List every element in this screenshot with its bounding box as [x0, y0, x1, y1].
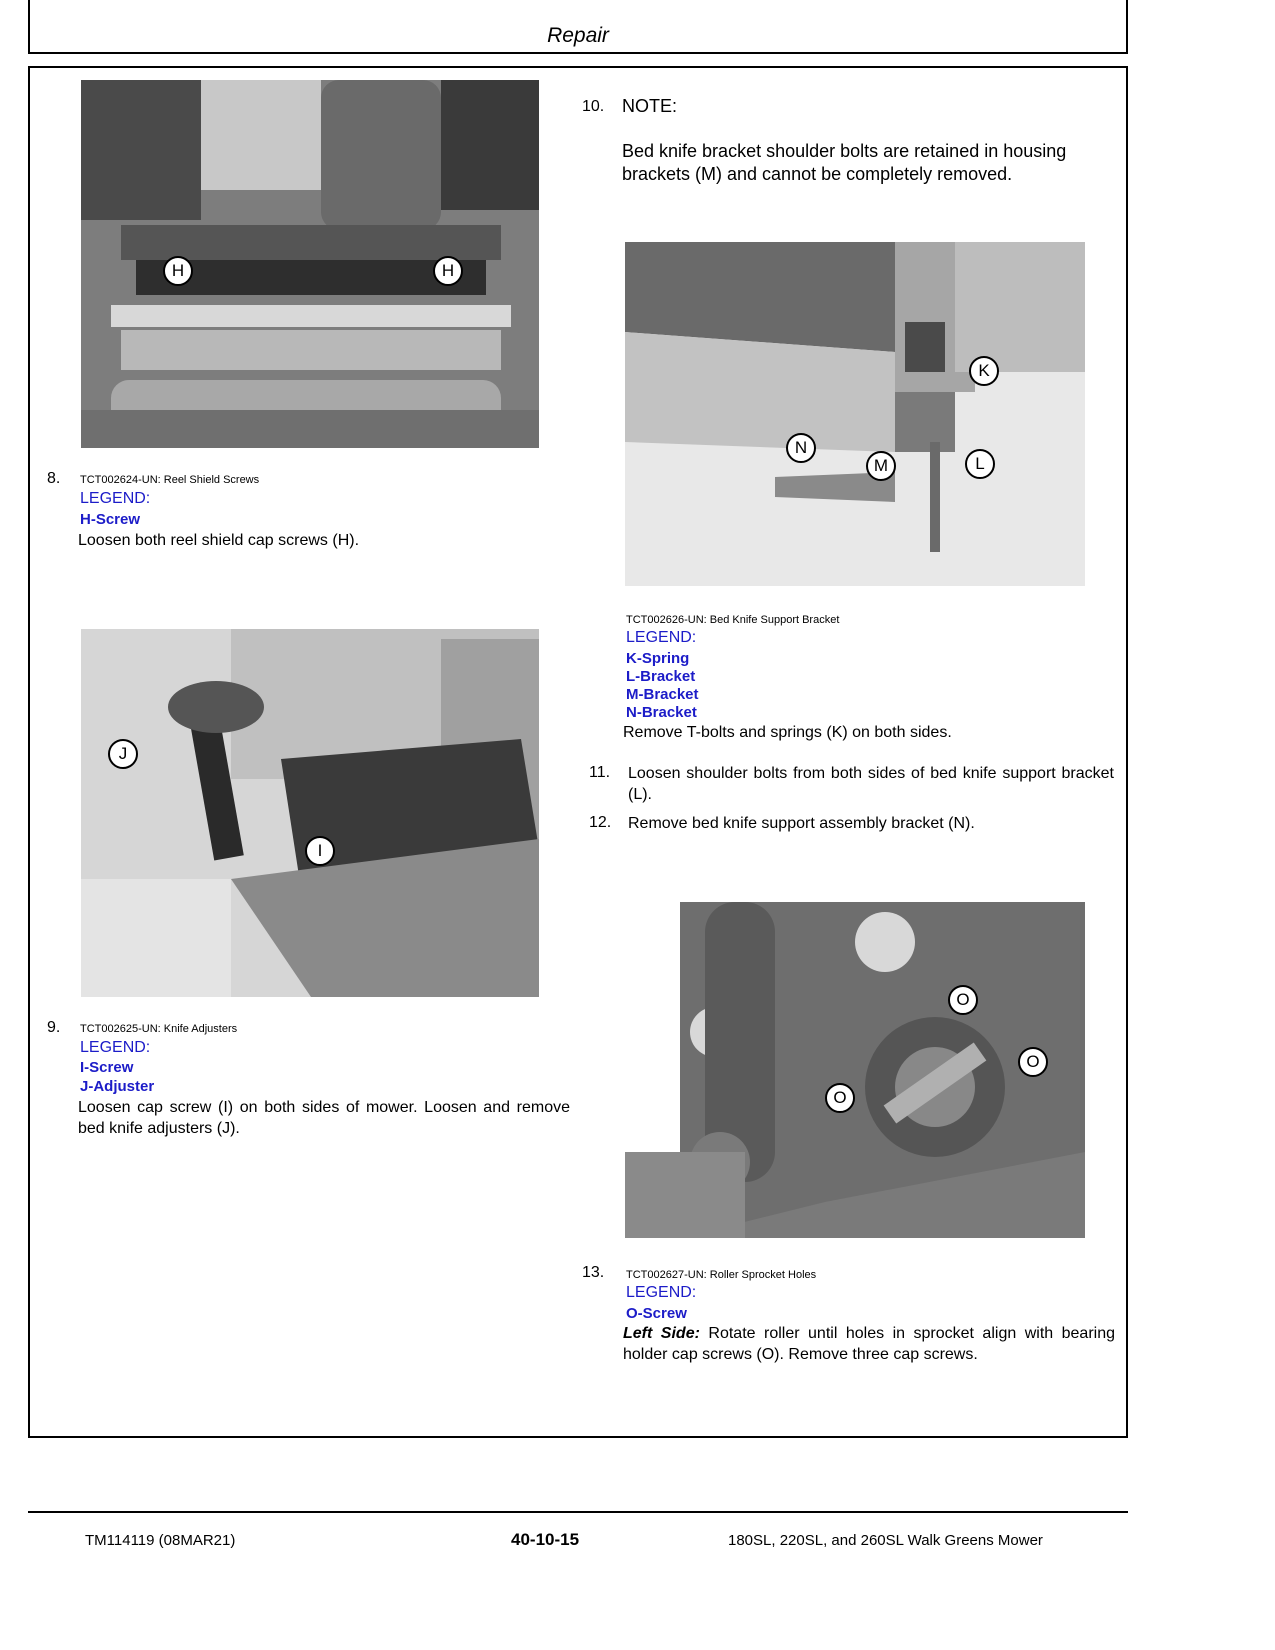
- legend-item: O-Screw: [626, 1305, 687, 1322]
- callout-h-right: H: [433, 256, 463, 286]
- emphasis-label: Left Side:: [623, 1325, 700, 1342]
- legend-item: J-Adjuster: [80, 1078, 155, 1095]
- bed-knife-bracket-photo: [625, 242, 1085, 586]
- step-number: 12.: [589, 814, 612, 831]
- callout-j: J: [108, 739, 138, 769]
- figure-caption: TCT002625-UN: Knife Adjusters: [80, 1023, 238, 1035]
- callout-h-left: H: [163, 256, 193, 286]
- legend-item: N-Bracket: [626, 704, 697, 721]
- step-number: 9.: [47, 1019, 61, 1036]
- figure-caption: TCT002627-UN: Roller Sprocket Holes: [626, 1269, 817, 1281]
- legend-item: M-Bracket: [626, 686, 699, 703]
- legend-item: K-Spring: [626, 650, 690, 667]
- knife-adjusters-photo: [81, 629, 539, 997]
- legend-item: L-Bracket: [626, 668, 696, 685]
- figure-caption: TCT002624-UN: Reel Shield Screws: [80, 474, 260, 486]
- step-number: 11.: [589, 764, 611, 781]
- knife-adjusters-illustration: [81, 629, 539, 997]
- step-text: Loosen cap screw (I) on both sides of mower. Loosen and remove bed knife adjusters (J).: [78, 1099, 570, 1137]
- roller-sprocket-illustration: [625, 902, 1085, 1238]
- footer-page-number: 40-10-15: [511, 1530, 580, 1549]
- step-number: 10.: [582, 98, 605, 115]
- callout-o-top: O: [948, 985, 978, 1015]
- footer-rule: [28, 1511, 1128, 1513]
- legend-title: LEGEND:: [626, 629, 697, 646]
- callout-m: M: [866, 451, 896, 481]
- step-text: Loosen shoulder bolts from both sides of bed knife support bracket (L).: [628, 765, 1114, 803]
- callout-k: K: [969, 356, 999, 386]
- header-box: [28, 0, 1128, 54]
- callout-i: I: [305, 836, 335, 866]
- callout-l: L: [965, 449, 995, 479]
- legend-title: LEGEND:: [626, 1284, 697, 1301]
- step-number: 8.: [47, 470, 61, 487]
- legend-item: H-Screw: [80, 511, 141, 528]
- roller-sprocket-photo: [625, 902, 1085, 1238]
- figure-caption: TCT002626-UN: Bed Knife Support Bracket: [626, 614, 840, 626]
- bed-knife-bracket-illustration: [625, 242, 1085, 586]
- reel-shield-photo: [81, 80, 539, 448]
- step-text: Remove T-bolts and springs (K) on both sides.: [623, 724, 952, 741]
- step-text: [623, 1323, 1115, 1365]
- footer-doc-id: TM114119 (08MAR21): [85, 1532, 236, 1549]
- legend-title: LEGEND:: [80, 1039, 151, 1056]
- step-number: 13.: [582, 1264, 605, 1281]
- step-text: Remove bed knife support assembly bracket (N).: [628, 815, 975, 832]
- reel-shield-illustration: [81, 80, 539, 448]
- step-text: Loosen both reel shield cap screws (H).: [78, 532, 360, 549]
- callout-n: N: [786, 433, 816, 463]
- legend-title: LEGEND:: [80, 490, 151, 507]
- note-label: NOTE:: [622, 96, 678, 116]
- page-section-title: Repair: [547, 24, 609, 47]
- callout-o-right: O: [1018, 1047, 1048, 1077]
- note-text: Bed knife bracket shoulder bolts are retained in housing brackets (M) and cannot be completely removed.: [622, 141, 1067, 184]
- legend-item: I-Screw: [80, 1059, 134, 1076]
- footer-product-name: 180SL, 220SL, and 260SL Walk Greens Mower: [728, 1532, 1043, 1549]
- callout-o-left: O: [825, 1083, 855, 1113]
- step-text-body: Rotate roller until holes in sprocket align with bearing holder cap screws (O). Remove three cap screws.: [623, 1325, 1115, 1363]
